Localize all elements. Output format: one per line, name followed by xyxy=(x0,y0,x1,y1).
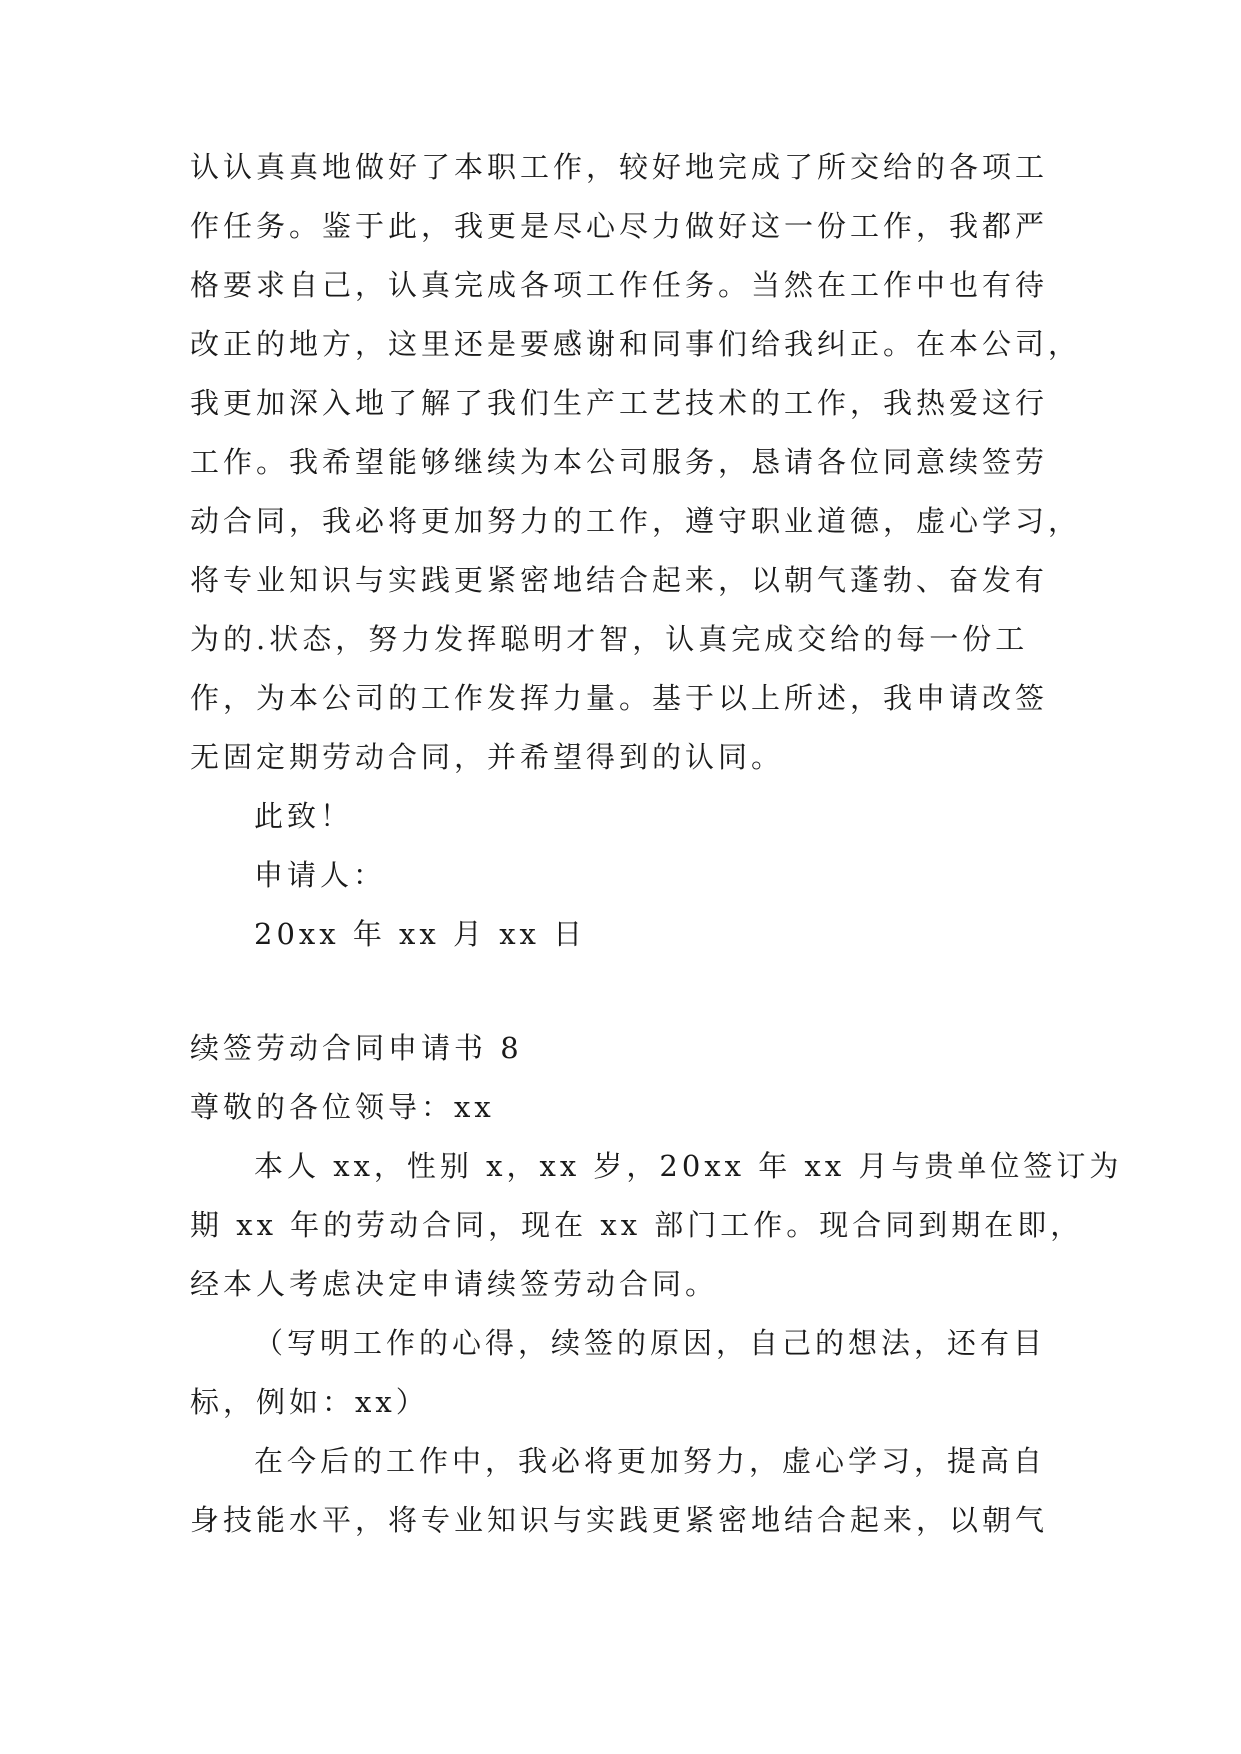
text-line: 为的.状态，努力发挥聪明才智，认真完成交给的每一份工 xyxy=(190,622,1029,656)
paragraph-line: 身技能水平，将专业知识与实践更紧密地结合起来，以朝气 xyxy=(190,1503,1049,1537)
paragraph-line: 标，例如：xx） xyxy=(190,1385,429,1419)
text-line: 格要求自己，认真完成各项工作任务。当然在工作中也有待 xyxy=(190,268,1049,302)
closing-date: 20xx 年 xx 月 xx 日 xyxy=(254,917,587,951)
text-line: 将专业知识与实践更紧密地结合起来，以朝气蓬勃、奋发有 xyxy=(190,563,1049,597)
greeting: 尊敬的各位领导：xx xyxy=(190,1090,495,1124)
text-line: 工作。我希望能够继续为本公司服务，恳请各位同意续签劳 xyxy=(190,445,1049,479)
section-title: 续签劳动合同申请书 8 xyxy=(190,1031,523,1065)
paragraph-line: 本人 xx，性别 x，xx 岁，20xx 年 xx 月与贵单位签订为 xyxy=(254,1149,1123,1183)
text-line: 我更加深入地了解了我们生产工艺技术的工作，我热爱这行 xyxy=(190,386,1049,420)
closing-salutation: 此致！ xyxy=(254,799,354,833)
text-line: 认认真真地做好了本职工作，较好地完成了所交给的各项工 xyxy=(190,150,1049,184)
section-8 xyxy=(190,1019,1123,1550)
applicant-label: 申请人： xyxy=(254,858,387,892)
paragraph-line: 期 xx 年的劳动合同，现在 xx 部门工作。现合同到期在即， xyxy=(190,1208,1084,1242)
paragraph-line: 经本人考虑决定申请续签劳动合同。 xyxy=(190,1267,719,1301)
paragraph-line: 在今后的工作中，我必将更加努力，虚心学习，提高自 xyxy=(254,1444,1047,1478)
text-line: 作，为本公司的工作发挥力量。基于以上所述，我申请改签 xyxy=(190,681,1049,715)
text-line: 动合同，我必将更加努力的工作，遵守职业道德，虚心学习， xyxy=(190,504,1082,538)
text-line: 无固定期劳动合同，并希望得到的认同。 xyxy=(190,740,785,774)
paragraph-line: （写明工作的心得，续签的原因，自己的想法，还有目 xyxy=(254,1326,1047,1360)
text-line: 改正的地方，这里还是要感谢和同事们给我纠正。在本公司， xyxy=(190,327,1082,361)
continuation-paragraph xyxy=(190,138,1082,964)
text-line: 作任务。鉴于此，我更是尽心尽力做好这一份工作，我都严 xyxy=(190,209,1049,243)
